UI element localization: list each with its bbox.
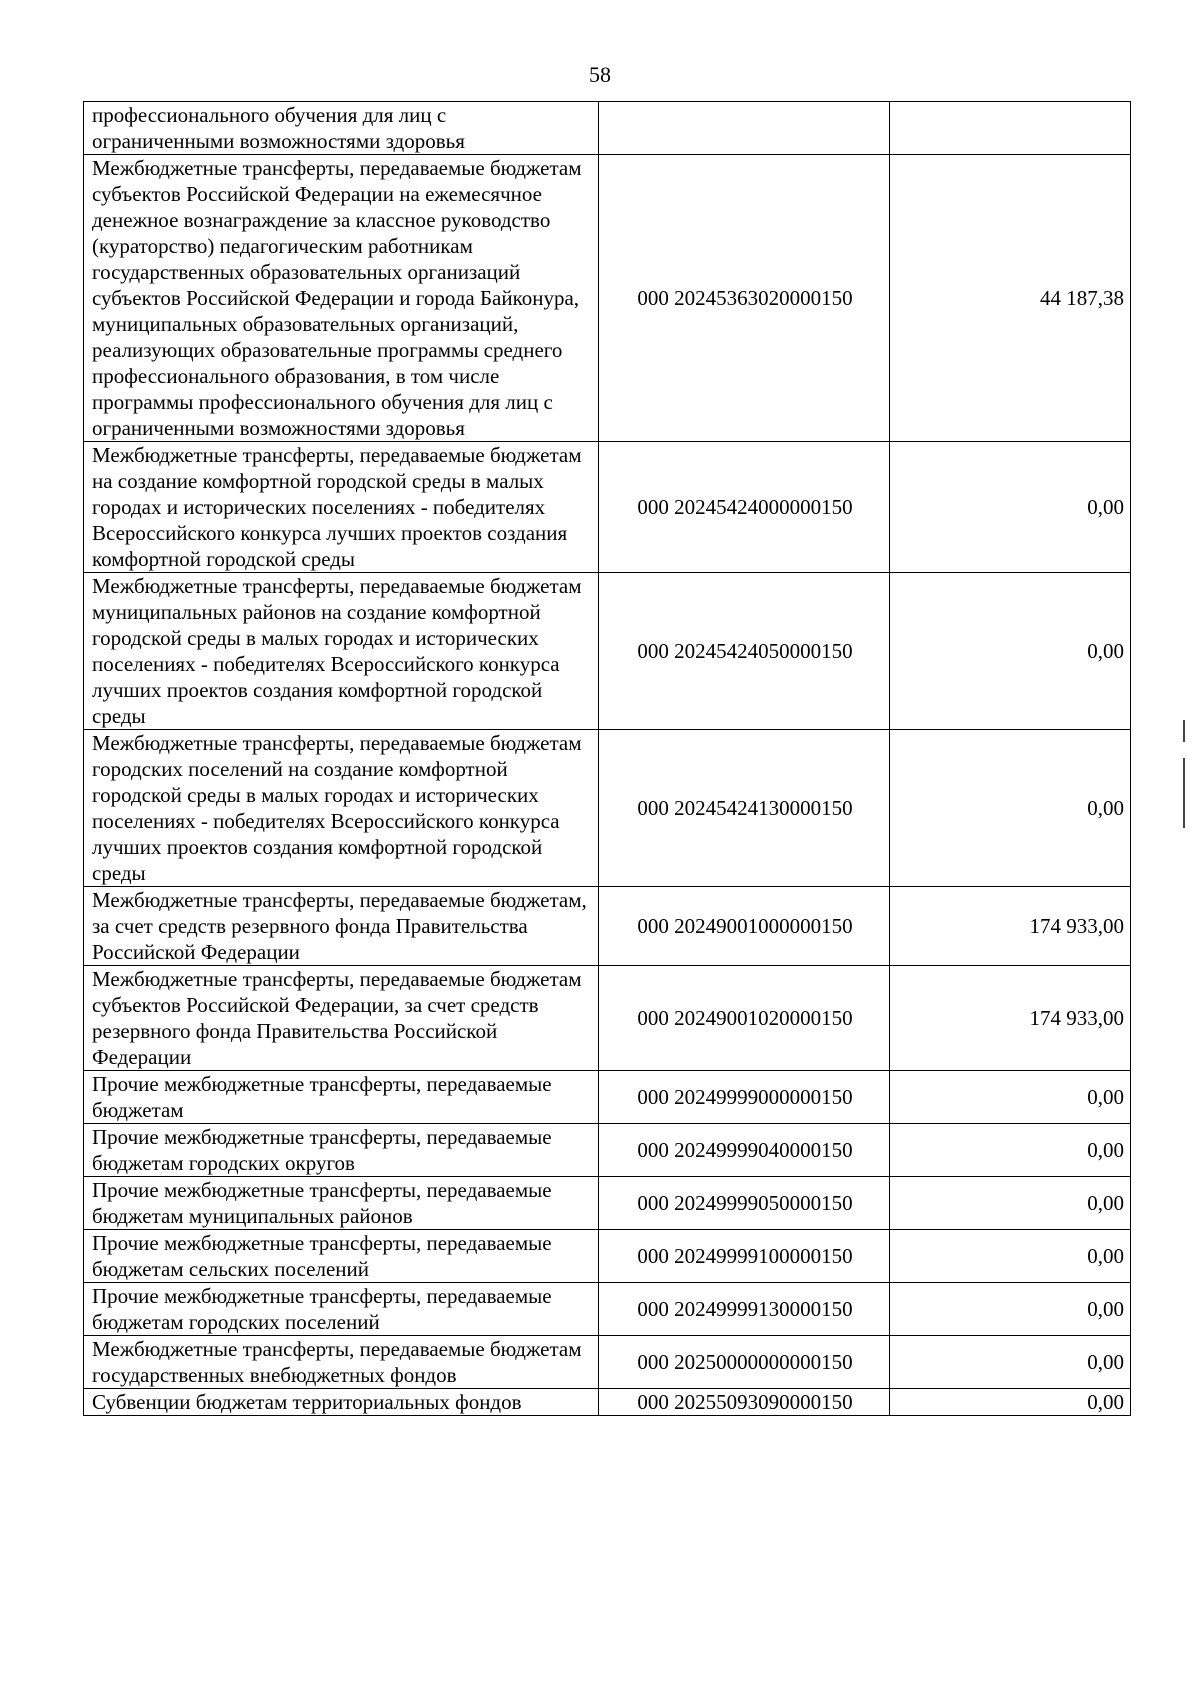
row-description: Субвенции бюджетам территориальных фондов: [84, 1389, 599, 1416]
row-amount: 174 933,00: [890, 887, 1131, 966]
row-amount: 0,00: [890, 1230, 1131, 1283]
row-code: 000 20249999050000150: [599, 1177, 890, 1230]
table-row: [84, 730, 1131, 887]
row-description: Прочие межбюджетные трансферты, передаваемые бюджетам муниципальных районов: [84, 1177, 599, 1230]
row-code: 000 20249999100000150: [599, 1230, 890, 1283]
row-code: 000 20250000000000150: [599, 1336, 890, 1389]
table-row: [84, 887, 1131, 966]
table-row: [84, 1071, 1131, 1124]
row-description: Межбюджетные трансферты, передаваемые бюджетам субъектов Российской Федерации на ежемесячное денежное вознаграждение за классное руководство (кураторство) педагогическим работникам государственных образовательных организаций субъектов Российской Федерации и города Байконура, муниципальных образовательных организаций, реализующих образовательные программы среднего профессионального образования, в том числе программы профессионального обучения для лиц с ограниченными возможностями здоровья: [84, 155, 599, 442]
row-code: 000 20245424130000150: [599, 730, 890, 887]
row-description: Межбюджетные трансферты, передаваемые бюджетам государственных внебюджетных фондов: [84, 1336, 599, 1389]
row-amount: 0,00: [890, 1124, 1131, 1177]
row-amount: [890, 102, 1131, 155]
table-row: [84, 1389, 1131, 1416]
table-row: [84, 102, 1131, 155]
row-code: 000 20249001000000150: [599, 887, 890, 966]
page-number: 58: [589, 62, 611, 87]
scan-artifact-mark: [1183, 720, 1185, 742]
row-code: 000 20245424000000150: [599, 442, 890, 573]
row-amount: 44 187,38: [890, 155, 1131, 442]
row-amount: 0,00: [890, 573, 1131, 730]
row-code: 000 20249999000000150: [599, 1071, 890, 1124]
table-row: [84, 442, 1131, 573]
row-code: 000 20255093090000150: [599, 1389, 890, 1416]
budget-table: [83, 101, 1131, 1416]
row-description: Межбюджетные трансферты, передаваемые бюджетам городских поселений на создание комфортной городской среды в малых городах и исторических поселениях - победителях Всероссийского конкурса лучших проектов создания комфортной городской среды: [84, 730, 599, 887]
row-amount: 0,00: [890, 1336, 1131, 1389]
row-description: Межбюджетные трансферты, передаваемые бюджетам на создание комфортной городской среды в малых городах и исторических поселениях - победителях Всероссийского конкурса лучших проектов создания комфортной городской среды: [84, 442, 599, 573]
row-description: Прочие межбюджетные трансферты, передаваемые бюджетам сельских поселений: [84, 1230, 599, 1283]
row-amount: 0,00: [890, 1389, 1131, 1416]
row-amount: 0,00: [890, 1071, 1131, 1124]
row-amount: 0,00: [890, 1177, 1131, 1230]
table-row: [84, 966, 1131, 1071]
row-description: Межбюджетные трансферты, передаваемые бюджетам муниципальных районов на создание комфортной городской среды в малых городах и исторических поселениях - победителях Всероссийского конкурса лучших проектов создания комфортной городской среды: [84, 573, 599, 730]
table-row: [84, 1177, 1131, 1230]
table-row: [84, 1230, 1131, 1283]
row-description: Межбюджетные трансферты, передаваемые бюджетам субъектов Российской Федерации, за счет средств резервного фонда Правительства Российской Федерации: [84, 966, 599, 1071]
row-description: профессионального обучения для лиц с ограниченными возможностями здоровья: [84, 102, 599, 155]
row-amount: 0,00: [890, 442, 1131, 573]
table-row: [84, 573, 1131, 730]
table-row: [84, 1283, 1131, 1336]
row-code: 000 20249999040000150: [599, 1124, 890, 1177]
row-amount: 0,00: [890, 1283, 1131, 1336]
table-row: [84, 1124, 1131, 1177]
row-description: Межбюджетные трансферты, передаваемые бюджетам, за счет средств резервного фонда Правительства Российской Федерации: [84, 887, 599, 966]
row-code: [599, 102, 890, 155]
row-code: 000 20245363020000150: [599, 155, 890, 442]
table-row: [84, 1336, 1131, 1389]
row-description: Прочие межбюджетные трансферты, передаваемые бюджетам: [84, 1071, 599, 1124]
row-amount: 0,00: [890, 730, 1131, 887]
row-amount: 174 933,00: [890, 966, 1131, 1071]
row-description: Прочие межбюджетные трансферты, передаваемые бюджетам городских округов: [84, 1124, 599, 1177]
row-code: 000 20249999130000150: [599, 1283, 890, 1336]
scan-artifact-mark: [1183, 758, 1185, 828]
row-code: 000 20249001020000150: [599, 966, 890, 1071]
row-description: Прочие межбюджетные трансферты, передаваемые бюджетам городских поселений: [84, 1283, 599, 1336]
row-code: 000 20245424050000150: [599, 573, 890, 730]
table-row: [84, 155, 1131, 442]
